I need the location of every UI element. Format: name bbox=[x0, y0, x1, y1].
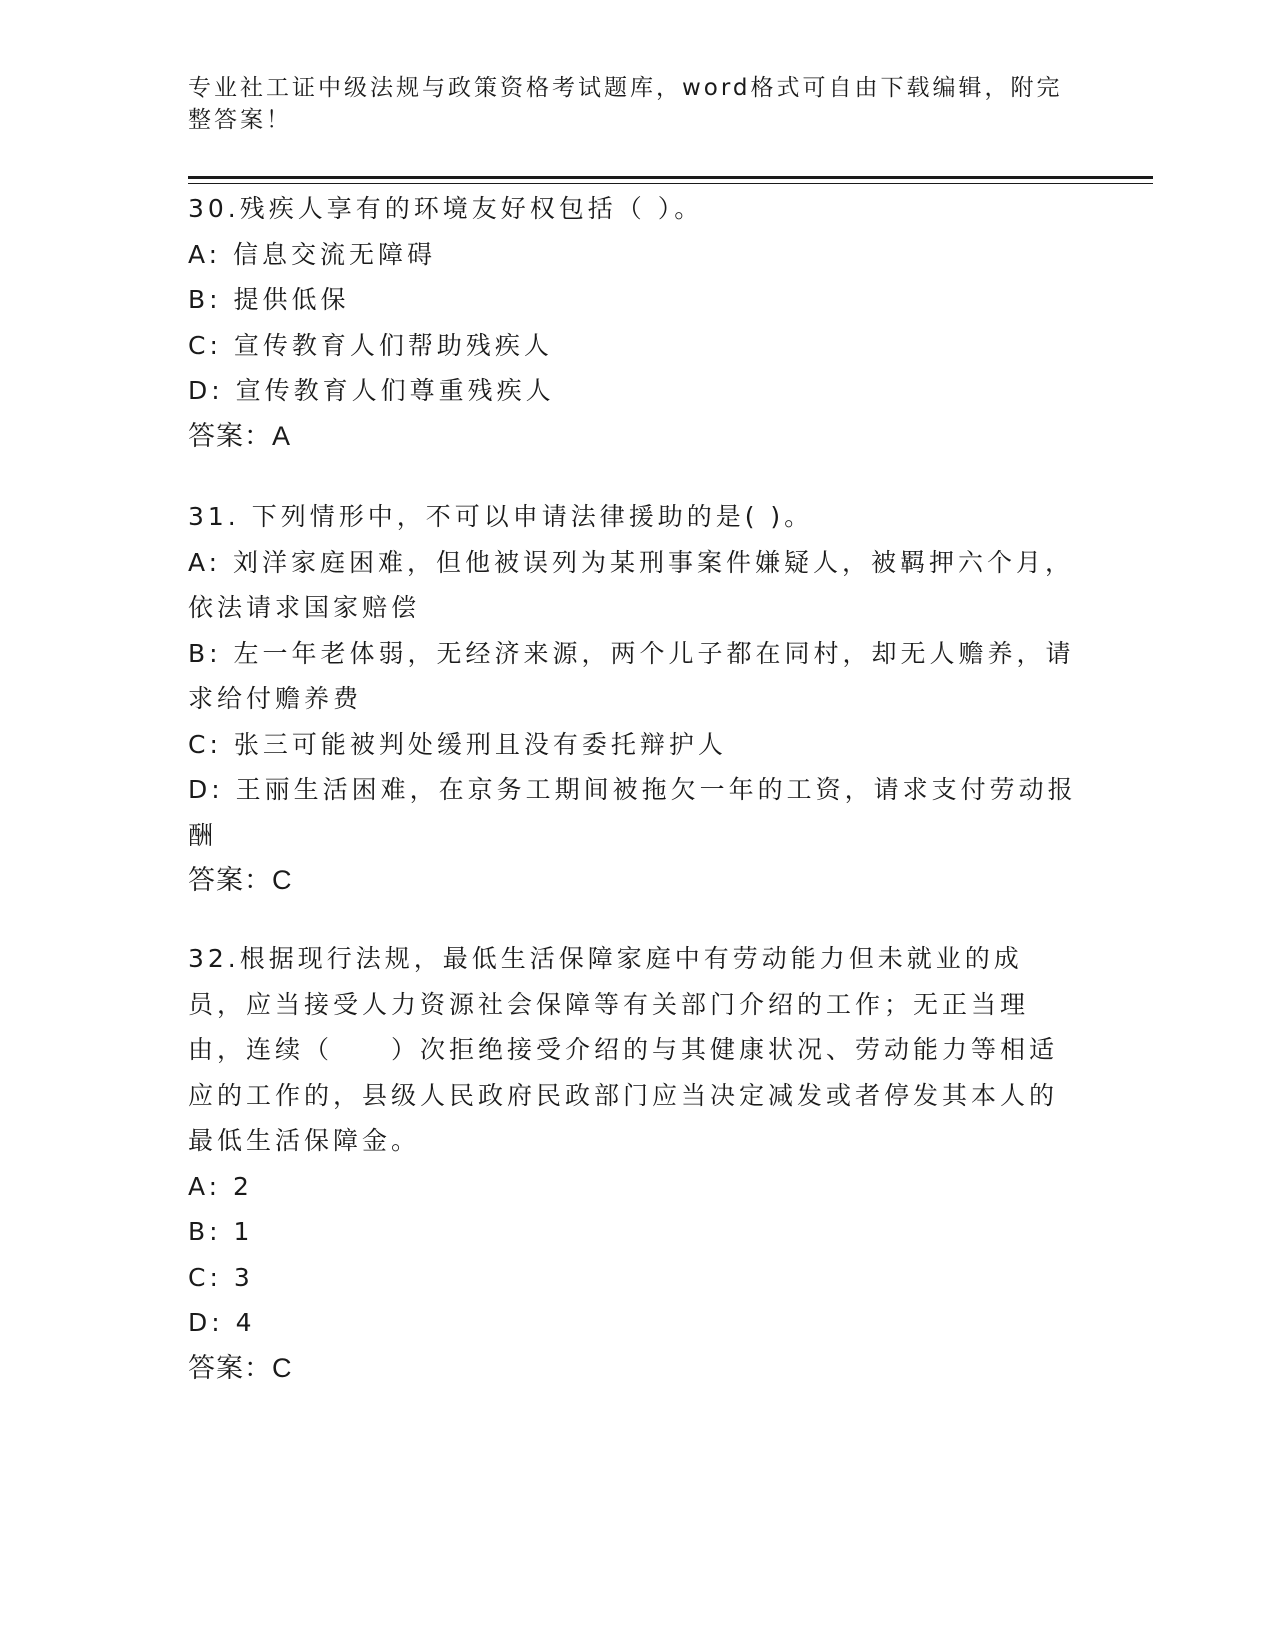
question-31 bbox=[188, 494, 1078, 904]
option-b: B: 左一年老体弱，无经济来源，两个儿子都在同村，却无人赡养，请求给付赡养费 bbox=[188, 638, 1075, 713]
option-a: A: 2 bbox=[188, 1171, 253, 1201]
option-a: A: 刘洋家庭困难，但他被误列为某刑事案件嫌疑人，被羁押六个月，依法请求国家赔偿 bbox=[188, 547, 1075, 622]
answer-label: 答案：C bbox=[188, 1352, 293, 1383]
answer-label: 答案：A bbox=[188, 420, 292, 451]
option-c: C: 张三可能被判处缓刑且没有委托辩护人 bbox=[188, 729, 727, 759]
option-d: D: 4 bbox=[188, 1308, 256, 1337]
option-d: D: 王丽生活困难，在京务工期间被拖欠一年的工资，请求支付劳动报酬 bbox=[188, 775, 1077, 850]
header-divider-thin bbox=[188, 183, 1153, 184]
option-a: A: 信息交流无障碍 bbox=[188, 239, 437, 269]
question-32 bbox=[188, 936, 1078, 1391]
header-divider-thick bbox=[188, 176, 1153, 179]
question-stem: 32.根据现行法规，最低生活保障家庭中有劳动能力但未就业的成员，应当接受人力资源社会保障等有关部门介绍的工作；无正当理由，连续（ ）次拒绝接受介绍的与其健康状况、劳动能力等相适应的工作的，县级人民政府民政部门应当决定减发或者停发其本人的最低生活保障金。 bbox=[188, 944, 1059, 1155]
question-stem: 30.残疾人享有的环境友好权包括（ ）。 bbox=[188, 194, 704, 223]
answer-label: 答案：C bbox=[188, 865, 293, 895]
document-header: 专业社工证中级法规与政策资格考试题库，word格式可自由下载编辑，附完整答案！ bbox=[188, 75, 1063, 133]
option-b: B: 1 bbox=[188, 1217, 254, 1246]
option-b: B: 提供低保 bbox=[188, 285, 350, 314]
option-c: C: 宣传教育人们帮助残疾人 bbox=[188, 330, 553, 360]
option-c: C: 3 bbox=[188, 1262, 254, 1292]
option-d: D: 宣传教育人们尊重残疾人 bbox=[188, 376, 555, 405]
question-stem: 31. 下列情形中，不可以申请法律援助的是( )。 bbox=[188, 502, 814, 531]
question-30 bbox=[188, 186, 1078, 459]
